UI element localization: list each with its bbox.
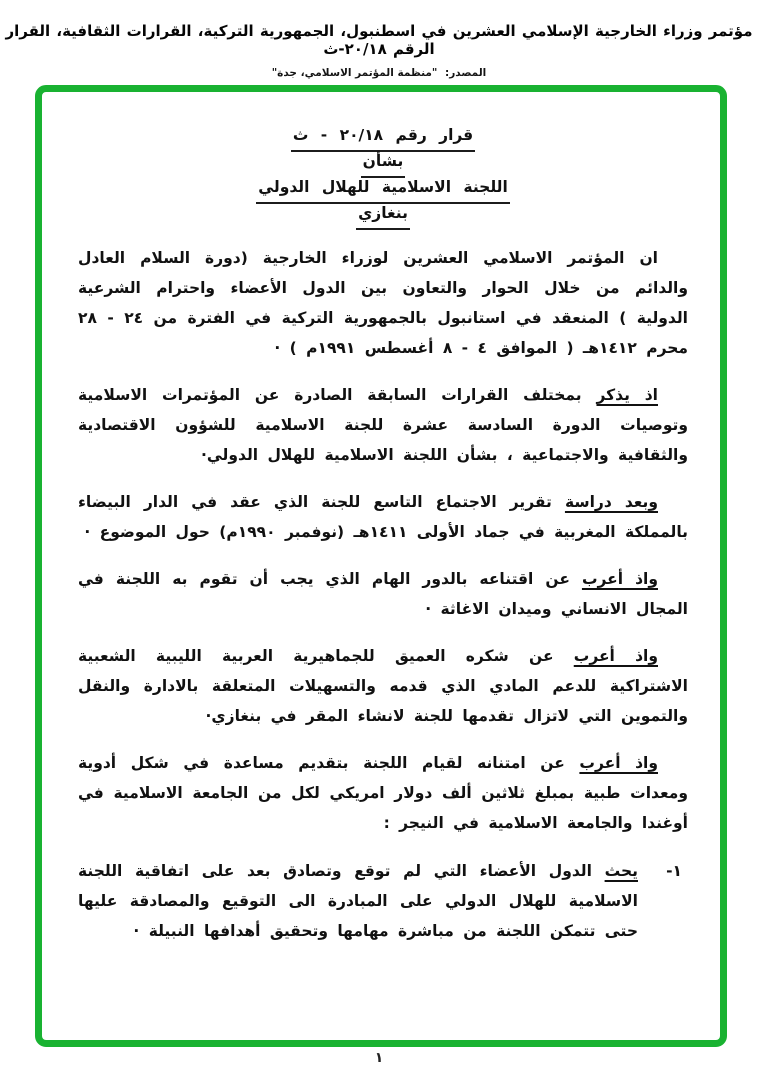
paragraph-after-study — [78, 487, 688, 547]
header-title: مؤتمر وزراء الخارجية الإسلامي العشرين في اسطنبول، الجمهورية التركية، القرارات الثقافية، القرار الرقم ٢٠/١٨-ث — [5, 22, 753, 58]
header-source — [0, 67, 758, 79]
decision-committee-line: اللجنة الاسلامية للهلال الدولي — [78, 174, 688, 200]
paragraph-thanks-libya — [78, 641, 688, 731]
page-number: ١ — [374, 1050, 384, 1066]
item-lead: يحث — [604, 862, 638, 880]
item-body: الدول الأعضاء التي لم توقع وتصادق بعد على اتفاقية اللجنة الاسلامية للهلال الدولي على المبادرة الى التوقيع والمصادقة عليها حتى تتمكن اللجنة من مباشرة مهامها وتحقيق أهدافها النبيلة · — [78, 862, 638, 940]
paragraph-preamble — [78, 243, 688, 363]
decision-subject-word: بشأن — [78, 148, 688, 174]
paragraph-lead: واذ أعرب — [579, 754, 658, 772]
header-source-value: "منظمة المؤتمر الاسلامي، جدة" — [271, 67, 438, 79]
paragraph-text: بمختلف القرارات السابقة الصادرة عن المؤتمرات الاسلامية وتوصيات الدورة السادسة عشرة للجنة الاسلامية للشؤون الاقتصادية والثقافية والاجتماعية ، بشأن اللجنة الاسلامية للهلال الدولي· — [78, 386, 688, 464]
paragraph-lead: وبعد دراسة — [564, 493, 658, 511]
paragraph-text: تقرير الاجتماع التاسع للجنة الذي عقد في الدار البيضاء بالمملكة المغربية في جماد الأولى ١٤١١هـ (نوفمبر ١٩٩٠م) حول الموضوع · — [78, 493, 688, 541]
decision-title-block — [78, 122, 688, 226]
paragraph-lead: واذ أعرب — [581, 570, 658, 588]
decision-number-line: قرار رقم ٢٠/١٨ - ث — [78, 122, 688, 148]
decision-city-line: بنغازي — [78, 200, 688, 226]
paragraph-lead: واذ أعرب — [573, 647, 658, 665]
item-text — [78, 856, 638, 946]
paragraph-gratitude-aid — [78, 748, 688, 838]
paragraph-recalling — [78, 380, 688, 470]
paragraph-text: عن امتنانه لقيام اللجنة بتقديم مساعدة في شكل أدوية ومعدات طبية بمبلغ ثلاثين ألف دولار امريكي لكل من الجامعة الاسلامية في أوغندا والجامعة الاسلامية في النيجر : — [78, 754, 688, 832]
paragraph-conviction — [78, 564, 688, 624]
list-item-1 — [78, 856, 688, 946]
paragraph-text: عن شكره العميق للجماهيرية العربية الليبية الشعبية الاشتراكية للدعم المادي الذي قدمه والتسهيلات المتعلقة بالادارة والنقل والتموين التي لاتزال تقدمها للجنة لانشاء المقر في بنغازي· — [78, 647, 688, 725]
paragraph-lead: اذ يذكر — [596, 386, 658, 404]
document-frame — [35, 85, 727, 1047]
item-number: ١- — [666, 862, 682, 880]
document-header — [0, 22, 758, 79]
header-source-label: المصدر: — [445, 67, 487, 79]
paragraph-text: عن اقتناعه بالدور الهام الذي يجب أن تقوم به اللجنة في المجال الانساني وميدان الاغاثة · — [78, 570, 688, 618]
paragraph-text: ان المؤتمر الاسلامي العشرين لوزراء الخارجية (دورة السلام العادل والدائم من خلال الحوار والتعاون بين الدول الأعضاء واحترام الشرعية الدولية ) المنعقد في استانبول بالجمهورية التركية في الفترة من ٢٤ - ٢٨ محرم ١٤١٢هـ ( الموافق ٤ - ٨ أغسطس ١٩٩١م ) · — [78, 249, 688, 357]
